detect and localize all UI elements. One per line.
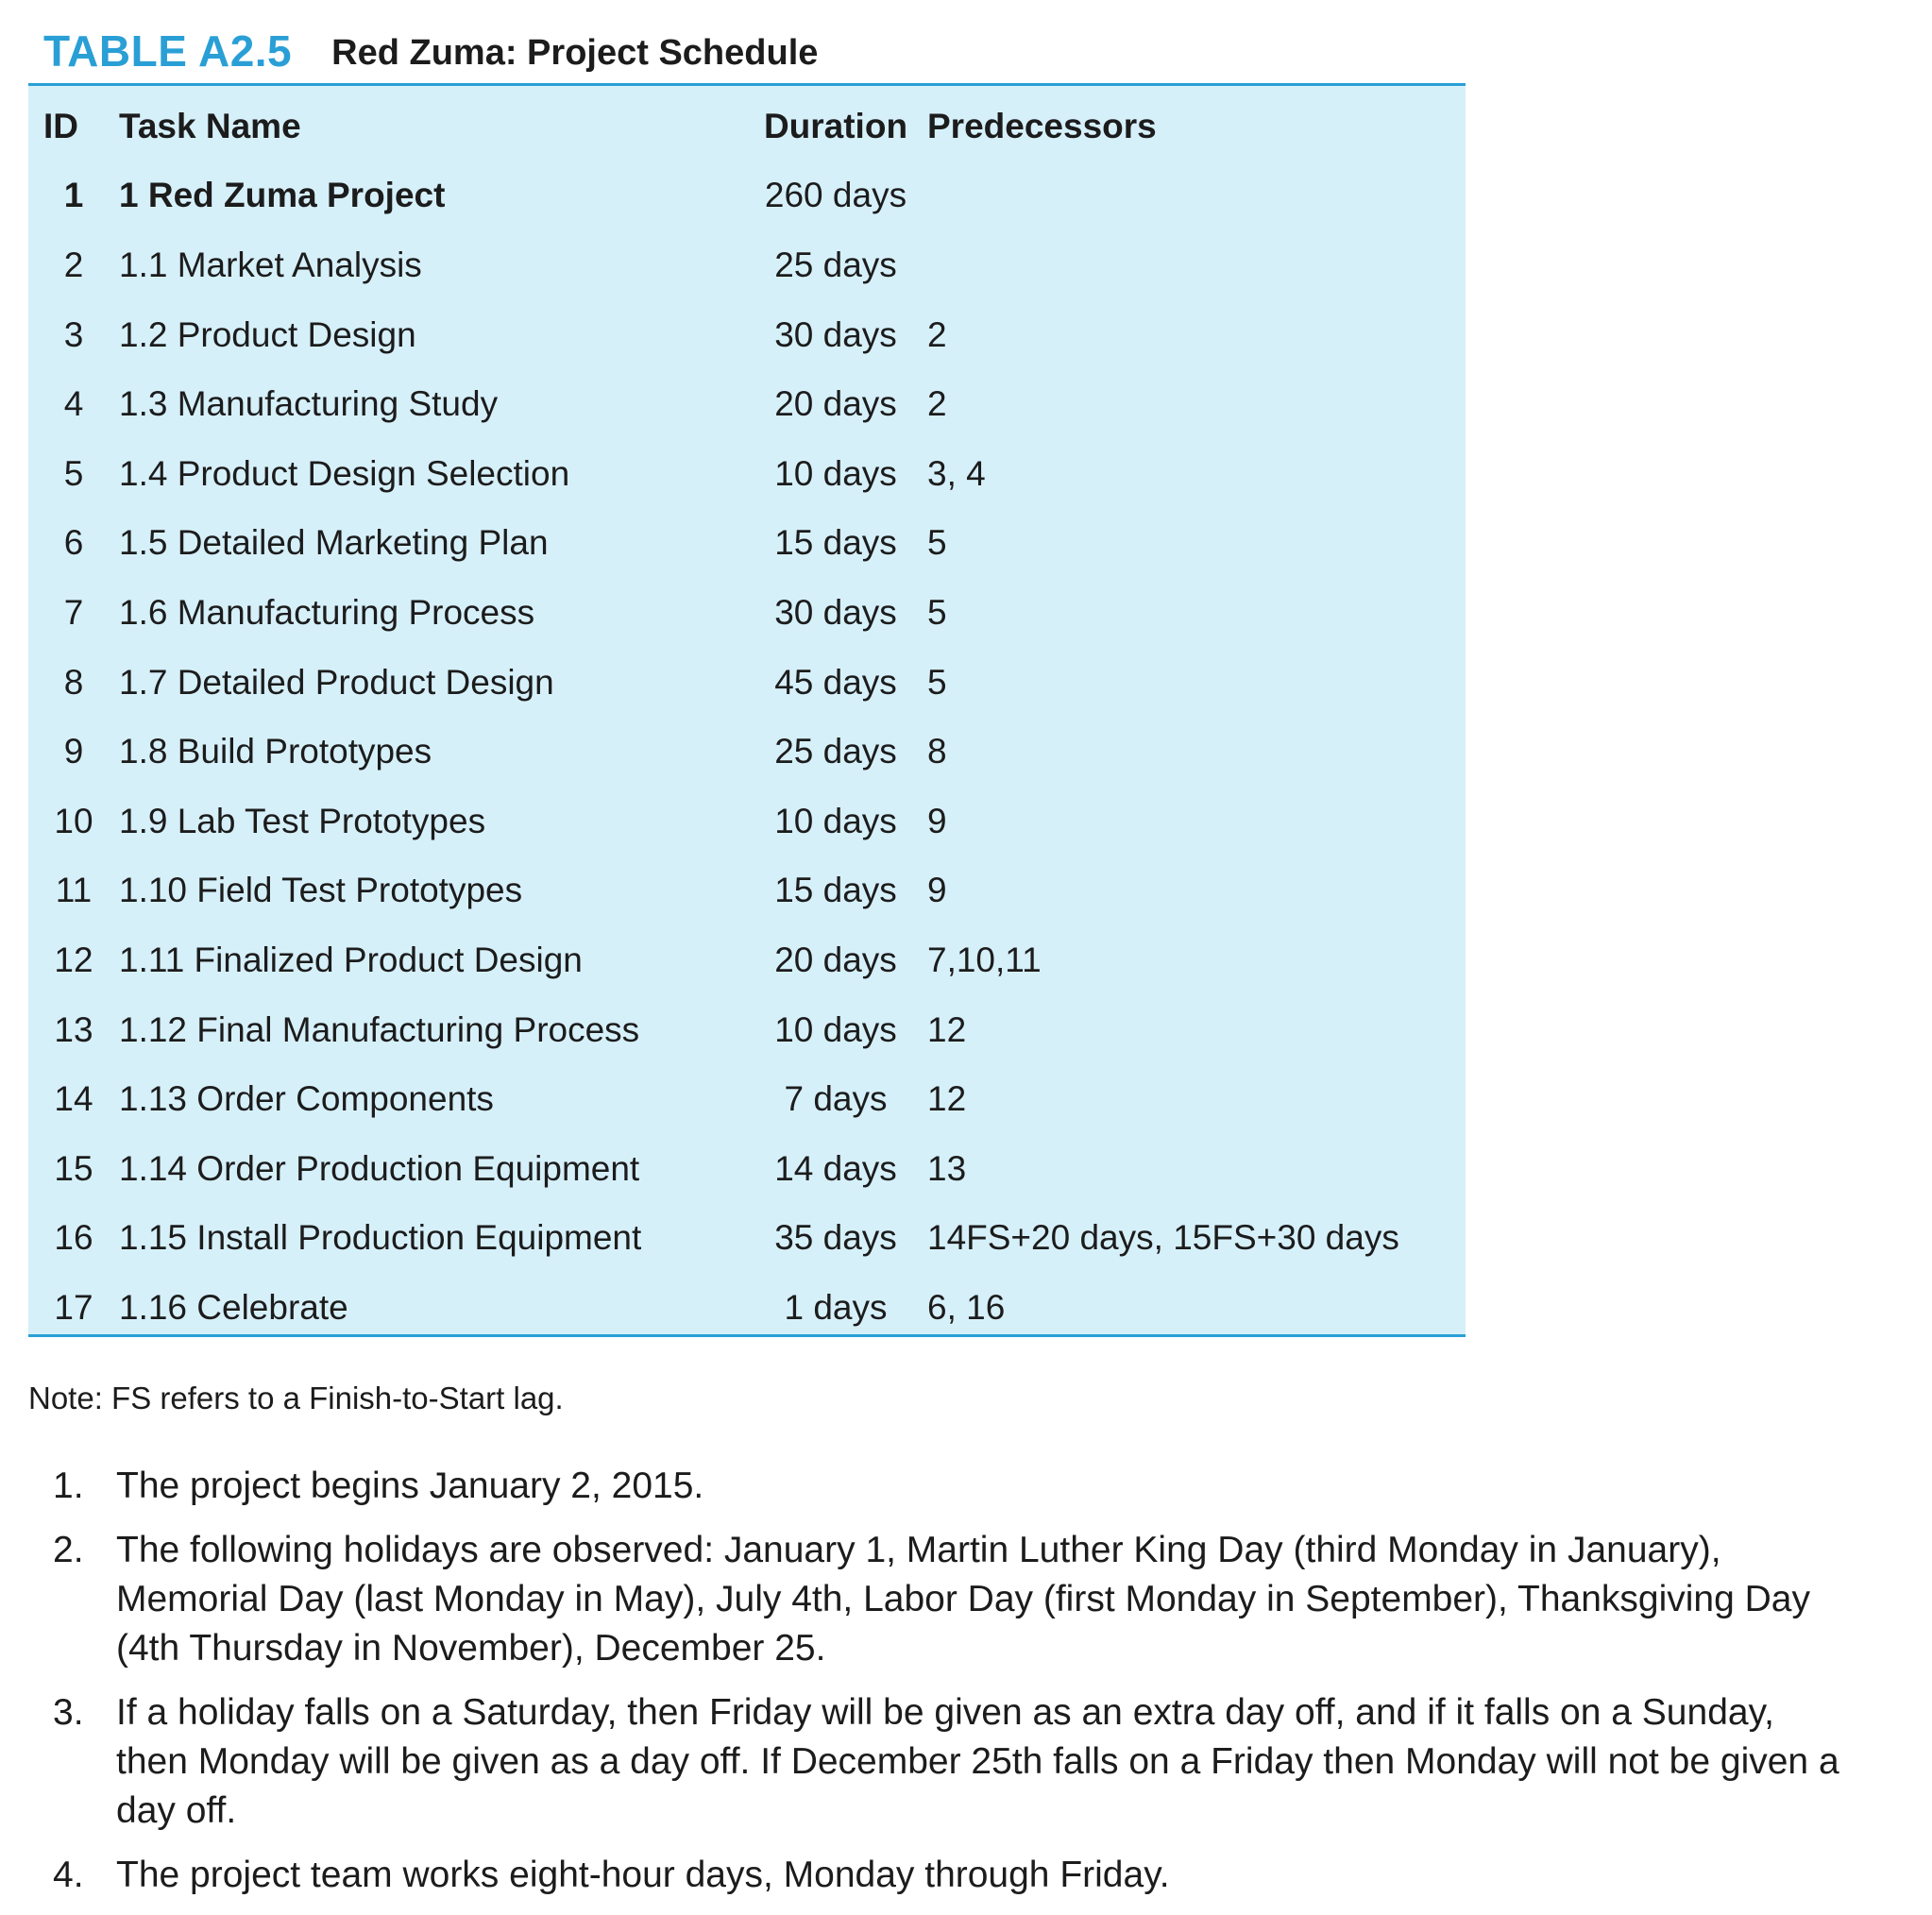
cell-id: 17 bbox=[54, 1287, 93, 1327]
column-header-id: ID bbox=[43, 106, 78, 145]
table-row bbox=[28, 1204, 1466, 1274]
cell-id: 1 bbox=[63, 176, 84, 215]
cell-duration: 10 days bbox=[774, 453, 897, 493]
cell-id: 3 bbox=[63, 314, 84, 354]
table-row bbox=[28, 648, 1466, 718]
condition-number: 4. bbox=[53, 1855, 84, 1895]
cell-duration: 30 days bbox=[774, 314, 897, 354]
cell-id: 11 bbox=[55, 871, 93, 910]
schedule-table bbox=[28, 92, 1466, 1343]
table-row bbox=[28, 230, 1466, 300]
table-row bbox=[28, 925, 1466, 995]
cell-duration: 20 days bbox=[774, 384, 897, 424]
cell-predecessors: 9 bbox=[927, 871, 947, 910]
cell-duration: 30 days bbox=[774, 592, 897, 632]
table-body bbox=[28, 161, 1466, 1343]
cell-duration: 20 days bbox=[774, 940, 897, 979]
cell-duration: 1 days bbox=[784, 1287, 888, 1327]
condition-text: If a holiday falls on a Saturday, then Friday will be given as an extra day off, and if it falls on a Sunday, then Monday will be given as a day off. If December 25th falls on a Friday then Monday will not be given a day off. bbox=[116, 1692, 1839, 1831]
table-row bbox=[28, 578, 1466, 648]
cell-duration: 25 days bbox=[774, 245, 897, 284]
table-row bbox=[28, 439, 1466, 509]
cell-task-name: 1.12 Final Manufacturing Process bbox=[119, 1009, 640, 1049]
cell-task-name: 1.8 Build Prototypes bbox=[119, 732, 432, 771]
condition-item bbox=[53, 1462, 1847, 1511]
cell-task-name: 1.4 Product Design Selection bbox=[119, 453, 570, 493]
schedule-table-container bbox=[28, 83, 1466, 1337]
condition-item bbox=[53, 1851, 1847, 1900]
cell-predecessors: 5 bbox=[927, 523, 947, 563]
table-row bbox=[28, 1064, 1466, 1134]
table-row bbox=[28, 995, 1466, 1065]
cell-id: 12 bbox=[54, 940, 93, 979]
cell-id: 9 bbox=[63, 732, 84, 771]
column-header-duration: Duration bbox=[763, 106, 908, 145]
cell-duration: 15 days bbox=[774, 871, 897, 910]
cell-duration: 260 days bbox=[764, 176, 907, 215]
cell-predecessors: 12 bbox=[927, 1009, 967, 1049]
cell-task-name: 1.11 Finalized Product Design bbox=[119, 940, 583, 979]
cell-predecessors: 8 bbox=[927, 732, 947, 771]
condition-text: The project begins January 2, 2015. bbox=[116, 1466, 704, 1506]
cell-task-name: 1.5 Detailed Marketing Plan bbox=[119, 523, 549, 563]
cell-task-name: 1.10 Field Test Prototypes bbox=[119, 871, 523, 910]
cell-id: 13 bbox=[54, 1009, 93, 1049]
table-header-row bbox=[28, 92, 1466, 161]
table-row bbox=[28, 856, 1466, 926]
table-row bbox=[28, 300, 1466, 370]
cell-duration: 10 days bbox=[774, 801, 897, 840]
condition-number: 2. bbox=[53, 1530, 84, 1570]
cell-duration: 7 days bbox=[784, 1079, 888, 1119]
cell-predecessors: 7,10,11 bbox=[927, 940, 1042, 979]
cell-task-name: 1.9 Lab Test Prototypes bbox=[119, 801, 486, 840]
cell-predecessors: 6, 16 bbox=[927, 1287, 1006, 1327]
cell-id: 2 bbox=[63, 245, 84, 284]
cell-predecessors: 12 bbox=[927, 1079, 967, 1119]
table-title-row bbox=[43, 17, 818, 85]
column-header-predecessors: Predecessors bbox=[927, 106, 1157, 145]
table-row bbox=[28, 369, 1466, 439]
cell-id: 14 bbox=[54, 1079, 93, 1119]
cell-predecessors: 5 bbox=[927, 592, 947, 632]
table-label: TABLE A2.5 bbox=[43, 26, 293, 76]
cell-id: 5 bbox=[63, 453, 84, 493]
cell-task-name: 1.3 Manufacturing Study bbox=[119, 384, 499, 424]
cell-task-name: 1.7 Detailed Product Design bbox=[119, 662, 554, 702]
conditions-list bbox=[53, 1462, 1847, 1915]
cell-predecessors: 2 bbox=[927, 384, 947, 424]
column-header-task-name: Task Name bbox=[119, 106, 301, 145]
condition-number: 1. bbox=[53, 1466, 84, 1506]
cell-id: 4 bbox=[63, 384, 84, 424]
table-row bbox=[28, 161, 1466, 231]
cell-predecessors: 2 bbox=[927, 314, 947, 354]
table-row bbox=[28, 1273, 1466, 1343]
cell-predecessors: 14FS+20 days, 15FS+30 days bbox=[927, 1218, 1399, 1258]
cell-duration: 15 days bbox=[774, 523, 897, 563]
cell-duration: 35 days bbox=[774, 1218, 897, 1258]
cell-duration: 10 days bbox=[774, 1009, 897, 1049]
condition-item bbox=[53, 1526, 1847, 1673]
cell-predecessors bbox=[927, 230, 1466, 300]
cell-task-name: 1.16 Celebrate bbox=[119, 1287, 348, 1327]
table-row bbox=[28, 509, 1466, 579]
condition-number: 3. bbox=[53, 1692, 84, 1733]
cell-id: 6 bbox=[63, 523, 84, 563]
table-row bbox=[28, 717, 1466, 787]
cell-id: 8 bbox=[63, 662, 84, 702]
cell-duration: 25 days bbox=[774, 732, 897, 771]
cell-predecessors bbox=[927, 161, 1466, 231]
cell-id: 10 bbox=[54, 801, 93, 840]
cell-predecessors: 5 bbox=[927, 662, 947, 702]
cell-id: 7 bbox=[63, 592, 84, 632]
cell-predecessors: 3, 4 bbox=[927, 453, 986, 493]
cell-duration: 14 days bbox=[774, 1148, 897, 1188]
table-row bbox=[28, 787, 1466, 856]
condition-item bbox=[53, 1688, 1847, 1836]
cell-task-name: 1.14 Order Production Equipment bbox=[119, 1148, 640, 1188]
cell-task-name: 1.1 Market Analysis bbox=[119, 245, 422, 284]
table-note: Note: FS refers to a Finish-to-Start lag. bbox=[28, 1381, 564, 1415]
cell-predecessors: 9 bbox=[927, 801, 947, 840]
cell-predecessors: 13 bbox=[927, 1148, 967, 1188]
cell-task-name: 1.6 Manufacturing Process bbox=[119, 592, 535, 632]
cell-task-name: 1.13 Order Components bbox=[119, 1079, 494, 1119]
cell-id: 16 bbox=[54, 1218, 93, 1258]
cell-duration: 45 days bbox=[774, 662, 897, 702]
table-caption: Red Zuma: Project Schedule bbox=[331, 32, 819, 73]
condition-text: The following holidays are observed: January 1, Martin Luther King Day (third Monday in January), Memorial Day (last Monday in May), July 4th, Labor Day (first Monday in September), Thanksgiving Day (4th Thursday in November), December 25. bbox=[116, 1530, 1810, 1669]
condition-text: The project team works eight-hour days, Monday through Friday. bbox=[116, 1855, 1170, 1895]
cell-task-name: 1.15 Install Production Equipment bbox=[119, 1218, 642, 1258]
table-row bbox=[28, 1134, 1466, 1204]
cell-task-name: 1.2 Product Design bbox=[119, 314, 416, 354]
cell-task-name: 1 Red Zuma Project bbox=[119, 176, 446, 215]
cell-id: 15 bbox=[54, 1148, 93, 1188]
